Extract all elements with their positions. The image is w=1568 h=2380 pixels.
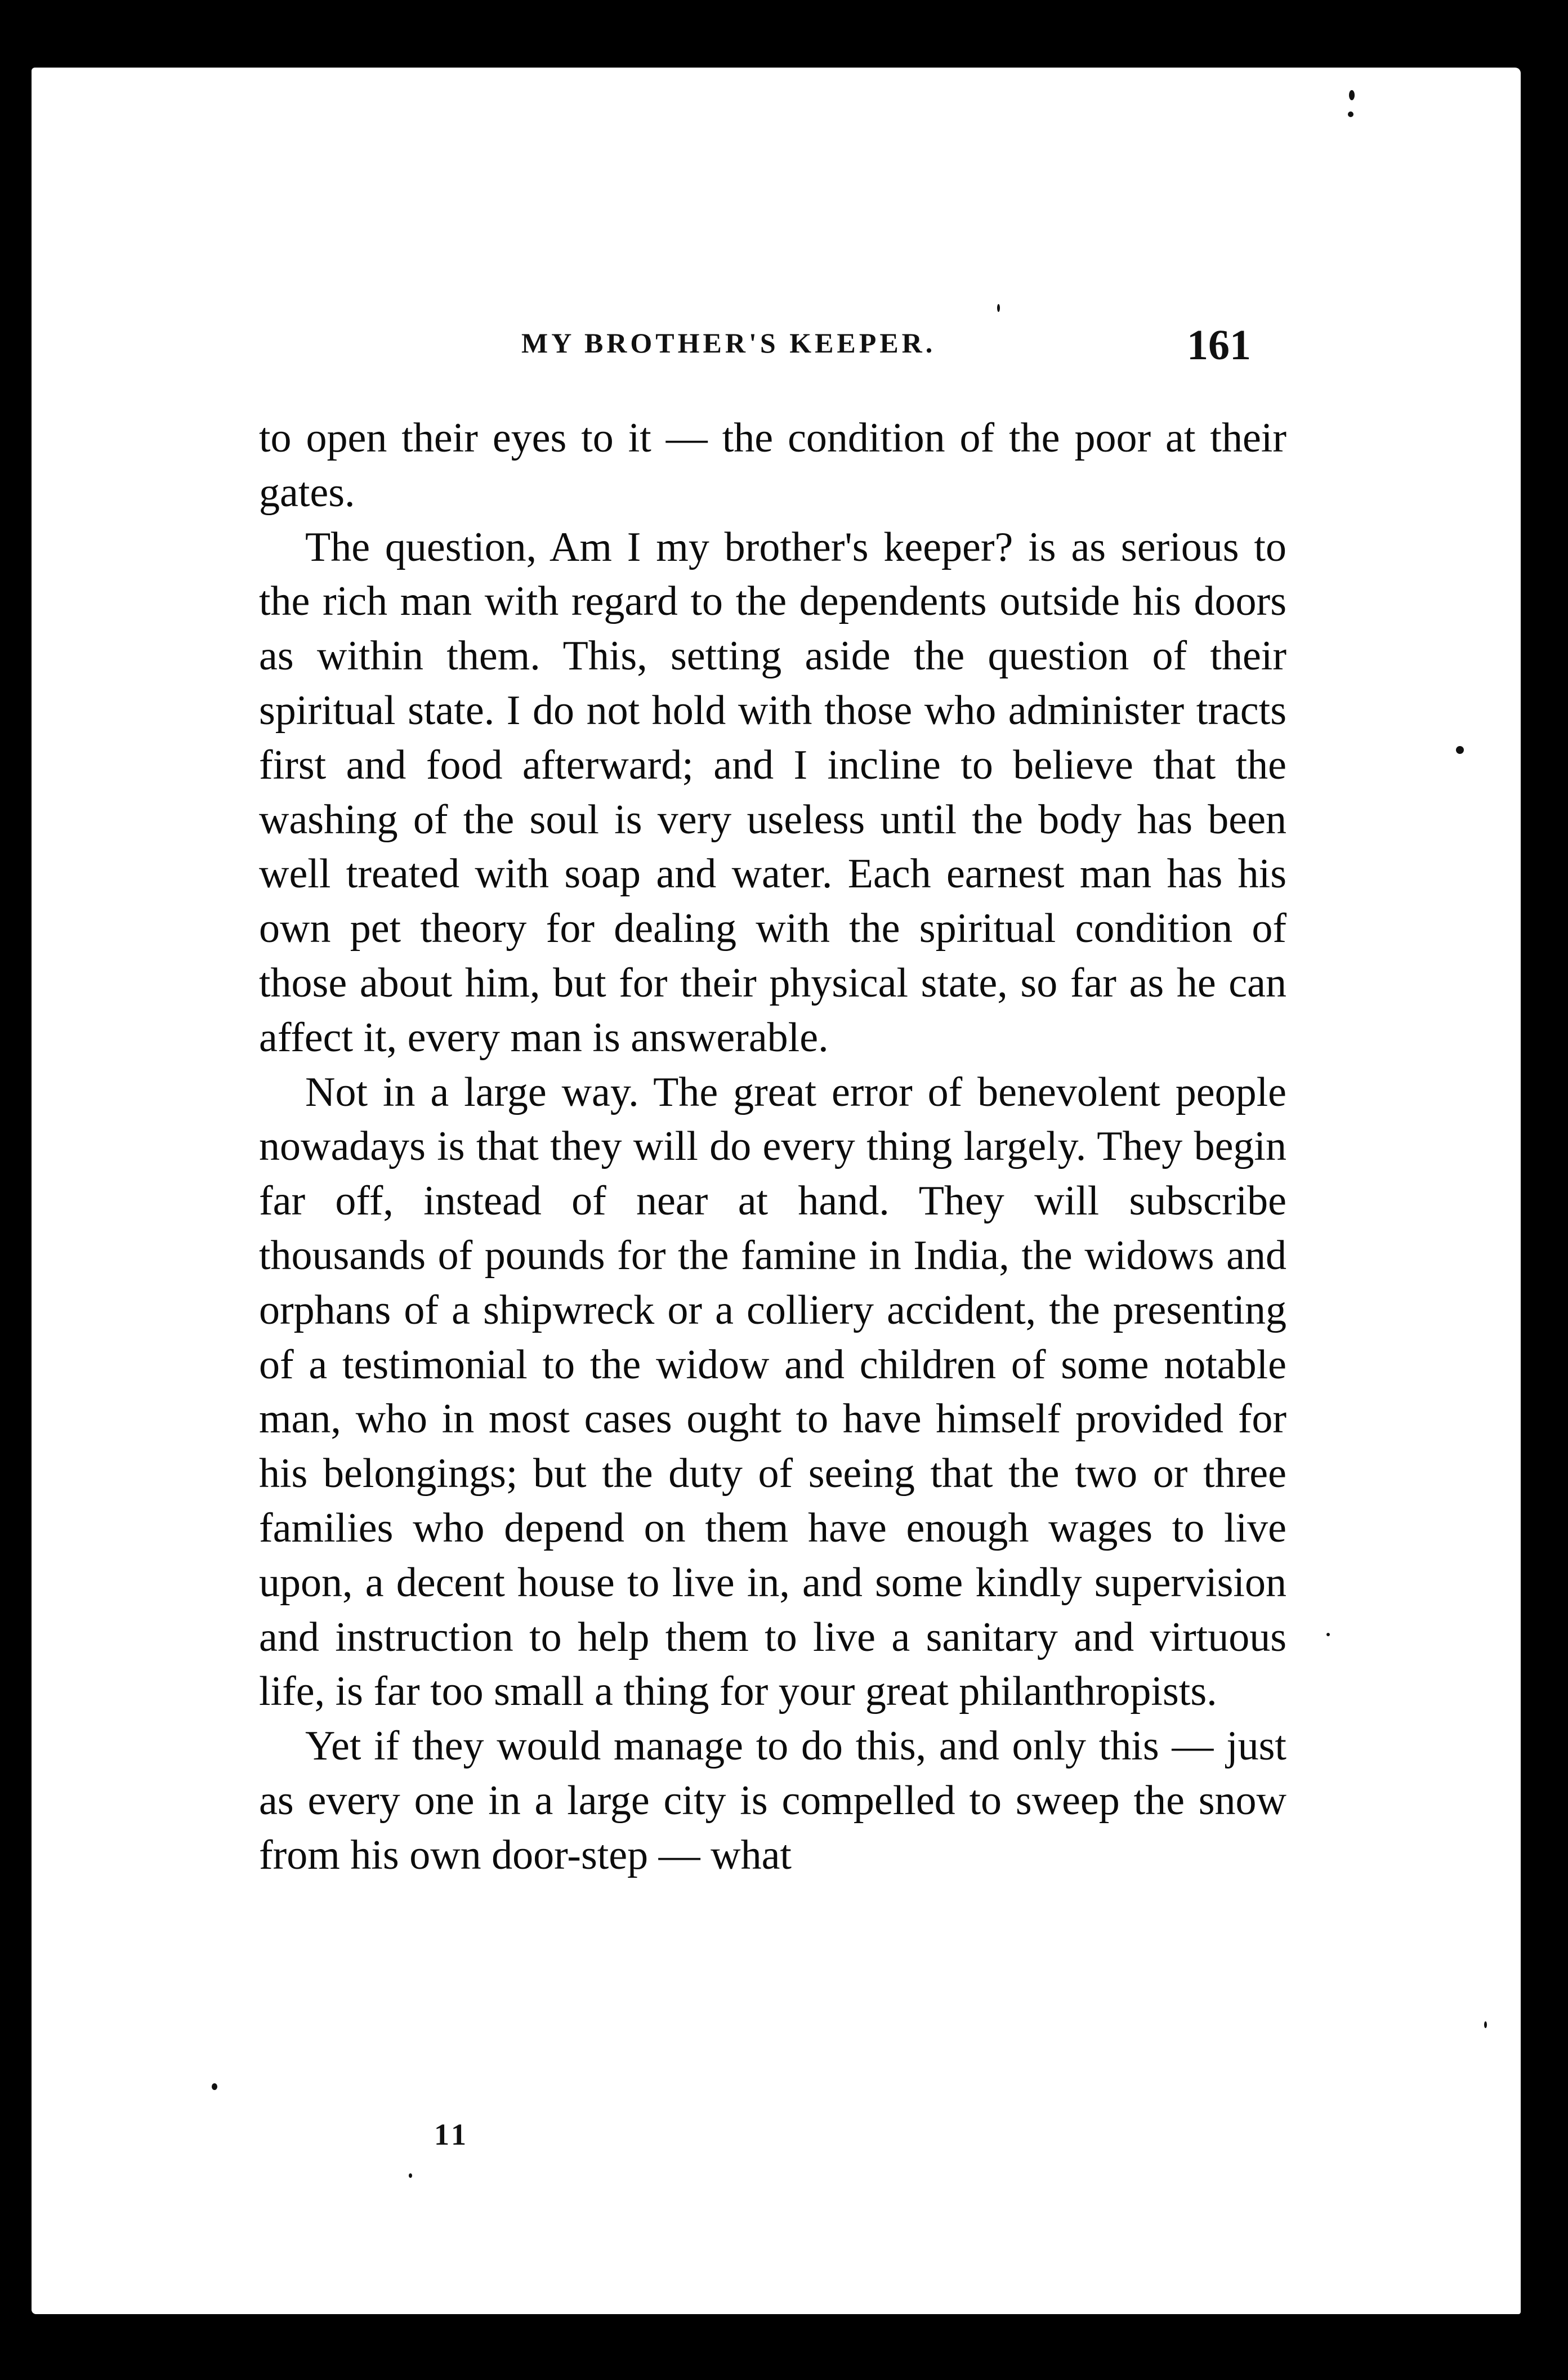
scan-speck	[997, 304, 1000, 312]
book-page	[32, 68, 1521, 2314]
paragraph: Yet if they would manage to do this, and only this — just as every one in a large city is compelled to sweep the snow from his own door-step — what	[259, 1723, 1286, 1878]
signature-mark: 11	[434, 2118, 470, 2151]
scan-speck	[1349, 90, 1355, 100]
body-text	[259, 411, 1286, 1883]
paragraph: The question, Am I my brother's keeper? is as serious to the rich man with regard to the dependents outside his doors as within them. This, setting aside the question of their spiritual state. I do not hold with those who administer tracts first and food afterward; and I incline to believe that the washing of the soul is very useless until the body has been well treated with soap and water. Each earnest man has his own pet theory for dealing with the spiritual condition of those about him, but for their physical state, so far as he can affect it, every man is answerable.	[259, 524, 1286, 1061]
scan-speck	[1484, 2021, 1487, 2028]
scan-speck	[212, 2083, 217, 2090]
scan-speck	[1348, 111, 1353, 117]
scan-speck	[1456, 746, 1464, 754]
paragraph: to open their eyes to it — the condition of the poor at their gates.	[259, 415, 1286, 516]
running-title: MY BROTHER'S KEEPER.	[521, 327, 936, 359]
page-number: 161	[1187, 321, 1251, 369]
scan-speck	[1326, 1633, 1330, 1636]
paragraph: Not in a large way. The great error of benevolent people nowadays is that they will do every thing largely. They begin far off, instead of near at hand. They will subscribe thousands of pounds for the famine in India, the widows and orphans of a shipwreck or a colliery accident, the presenting of a testimonial to the widow and children of some notable man, who in most cases ought to have himself provided for his belongings; but the duty of seeing that the two or three families who depend on them have enough wages to live upon, a decent house to live in, and some kindly supervision and instruction to help them to live a sanitary and virtuous life, is far too small a thing for your great philanthropists.	[259, 1069, 1286, 1715]
scan-speck	[409, 2173, 412, 2178]
page-header	[32, 321, 1521, 372]
